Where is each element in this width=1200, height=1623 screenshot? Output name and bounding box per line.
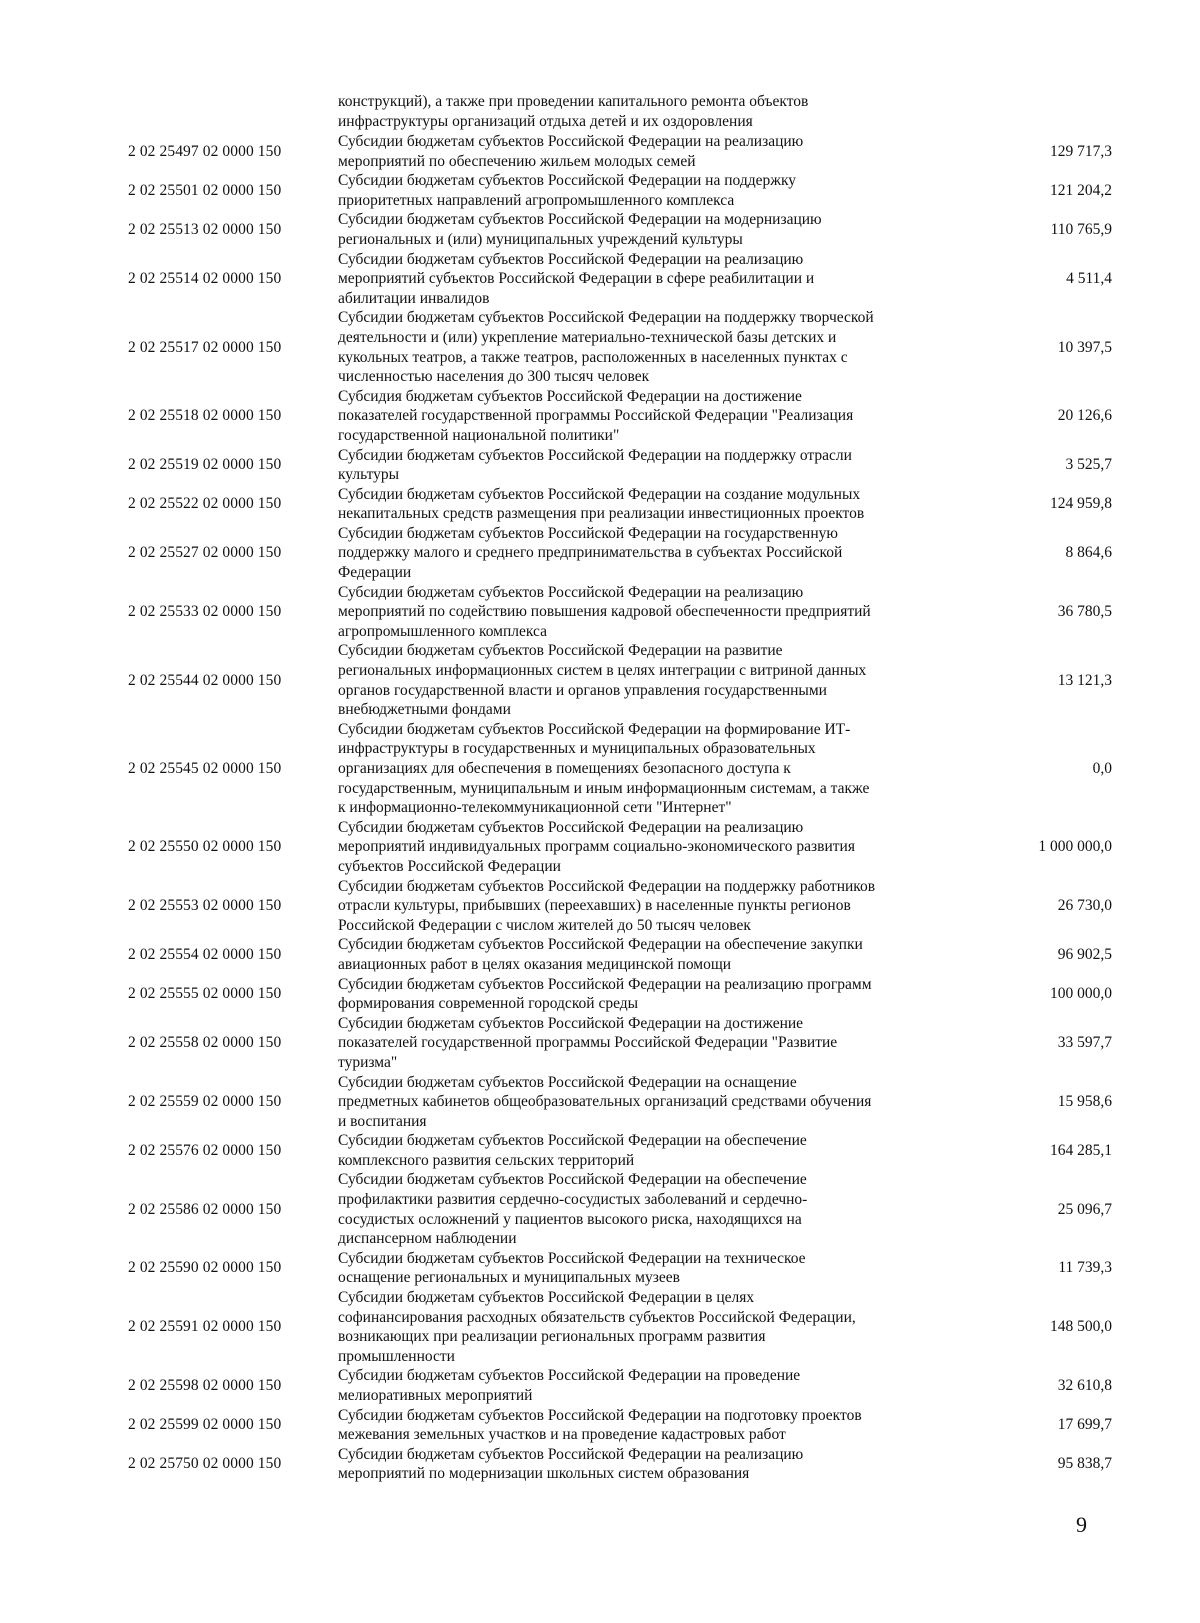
budget-code: 2 02 25545 02 0000 150	[128, 759, 282, 777]
table-row	[0, 1366, 1200, 1405]
description-line: мероприятий по содействию повышения кадровой обеспеченности предприятий	[338, 603, 871, 621]
description-line: Субсидии бюджетам субъектов Российской Федерации на реализацию программ	[338, 975, 872, 993]
revenue-description	[338, 308, 938, 386]
description-line: кукольных театров, а также театров, расположенных в населенных пунктах с	[338, 348, 848, 366]
table-row	[0, 132, 1200, 171]
description-line: и воспитания	[338, 1112, 427, 1130]
amount-value: 95 838,7	[1057, 1455, 1112, 1473]
description-line: возникающих при реализации региональных программ развития	[338, 1328, 766, 1346]
budget-table	[0, 132, 1200, 1484]
description-line: показателей государственной программы Российской Федерации "Развитие	[338, 1034, 838, 1052]
description-line: государственным, муниципальным и иным информационным системам, а также	[338, 779, 870, 797]
budget-code: 2 02 25519 02 0000 150	[128, 456, 282, 474]
amount-value: 164 285,1	[1050, 1141, 1112, 1159]
description-line: Субсидии бюджетам субъектов Российской Федерации на обеспечение	[338, 1132, 807, 1150]
table-row	[0, 975, 1200, 1014]
description-line: региональных и (или) муниципальных учреждений культуры	[338, 230, 743, 248]
revenue-description	[338, 583, 938, 642]
revenue-description	[338, 1249, 938, 1288]
table-row	[0, 583, 1200, 642]
description-line: мелиоративных мероприятий	[338, 1387, 533, 1404]
revenue-description	[338, 1445, 938, 1484]
budget-code: 2 02 25591 02 0000 150	[128, 1318, 282, 1336]
description-line: отрасли культуры, прибывших (переехавших) в населенные пункты регионов	[338, 897, 851, 915]
amount-value: 15 958,6	[1057, 1092, 1112, 1110]
description-line: поддержку малого и среднего предпринимательства в субъектах Российской	[338, 544, 843, 562]
description-line: организациях для обеспечения в помещениях безопасного доступа к	[338, 760, 791, 777]
table-row	[0, 818, 1200, 877]
revenue-description	[338, 877, 938, 936]
description-line: Субсидии бюджетам субъектов Российской Федерации на обеспечение закупки	[338, 936, 863, 954]
table-row	[0, 308, 1200, 386]
amount-value: 26 730,0	[1057, 896, 1112, 914]
description-line: Субсидии бюджетам субъектов Российской Федерации в целях	[338, 1289, 755, 1307]
revenue-description	[338, 1366, 938, 1405]
amount-value: 32 610,8	[1057, 1377, 1112, 1394]
amount-value: 3 525,7	[1065, 456, 1112, 474]
description-line: Субсидии бюджетам субъектов Российской Федерации на достижение	[338, 1014, 804, 1032]
description-line: Субсидии бюджетам субъектов Российской Федерации на реализацию	[338, 583, 804, 601]
budget-code: 2 02 25555 02 0000 150	[128, 985, 282, 1003]
revenue-description	[338, 720, 938, 818]
description-line: Субсидии бюджетам субъектов Российской Федерации на поддержку отрасли	[338, 446, 852, 464]
table-row	[0, 720, 1200, 818]
budget-code: 2 02 25533 02 0000 150	[128, 603, 282, 621]
description-line: региональных информационных систем в целях интеграции с витриной данных	[338, 662, 867, 680]
description-line: предметных кабинетов общеобразовательных организаций средствами обучения	[338, 1093, 872, 1111]
budget-code: 2 02 25517 02 0000 150	[128, 338, 282, 356]
budget-code: 2 02 25554 02 0000 150	[128, 945, 282, 963]
revenue-description	[338, 1288, 938, 1366]
description-line: культуры	[338, 466, 400, 484]
revenue-description	[338, 446, 938, 485]
budget-code: 2 02 25576 02 0000 150	[128, 1141, 282, 1159]
revenue-description	[338, 387, 938, 446]
table-row	[0, 641, 1200, 719]
revenue-description	[338, 210, 938, 249]
budget-code: 2 02 25599 02 0000 150	[128, 1416, 282, 1434]
table-row	[0, 1073, 1200, 1132]
description-line: инфраструктуры в государственных и муниципальных образовательных	[338, 740, 816, 758]
description-line: мероприятий по обеспечению жильем молодых семей	[338, 152, 696, 170]
table-row	[0, 1288, 1200, 1366]
revenue-description	[338, 485, 938, 524]
table-row	[0, 1131, 1200, 1170]
table-row	[0, 524, 1200, 583]
table-row	[0, 387, 1200, 446]
description-line: Субсидии бюджетам субъектов Российской Федерации на подготовку проектов	[338, 1406, 862, 1424]
description-line: софинансирования расходных обязательств субъектов Российской Федерации,	[338, 1308, 856, 1326]
revenue-description	[338, 1131, 938, 1170]
description-line: численностью населения до 300 тысяч человек	[338, 368, 650, 386]
description-line: к информационно-телекоммуникационной сети "Интернет"	[338, 799, 732, 817]
budget-code: 2 02 25522 02 0000 150	[128, 495, 282, 513]
amount-value: 96 902,5	[1057, 945, 1112, 963]
amount-value: 129 717,3	[1050, 142, 1112, 160]
table-row	[0, 1014, 1200, 1073]
continued-line: конструкций), а также при проведении капитального ремонта объектов	[338, 93, 809, 110]
revenue-description	[338, 818, 938, 877]
revenue-description	[338, 975, 938, 1014]
amount-value: 148 500,0	[1050, 1318, 1112, 1336]
amount-value: 11 739,3	[1058, 1259, 1112, 1277]
description-line: агропромышленного комплекса	[338, 622, 547, 640]
amount-value: 13 121,3	[1057, 671, 1112, 689]
budget-code: 2 02 25513 02 0000 150	[128, 220, 282, 238]
description-line: Субсидии бюджетам субъектов Российской Федерации на поддержку творческой	[338, 309, 874, 327]
description-line: мероприятий индивидуальных программ социально-экономического развития	[338, 838, 855, 856]
description-line: оснащение региональных и муниципальных музеев	[338, 1269, 680, 1287]
budget-code: 2 02 25750 02 0000 150	[128, 1455, 282, 1473]
description-line: комплексного развития сельских территорий	[338, 1151, 635, 1169]
revenue-description	[338, 132, 938, 171]
amount-value: 121 204,2	[1050, 181, 1112, 199]
amount-value: 20 126,6	[1057, 407, 1112, 425]
description-line: государственной национальной политики"	[338, 426, 620, 444]
table-row	[0, 1406, 1200, 1445]
table-row	[0, 446, 1200, 485]
table-row	[0, 210, 1200, 249]
description-line: Субсидии бюджетам субъектов Российской Федерации на развитие	[338, 642, 783, 660]
revenue-description	[338, 1073, 938, 1132]
description-line: Субсидии бюджетам субъектов Российской Федерации на реализацию	[338, 250, 804, 268]
continued-description	[338, 92, 938, 131]
description-line: Субсидии бюджетам субъектов Российской Федерации на реализацию	[338, 1445, 804, 1463]
description-line: авиационных работ в целях оказания медицинской помощи	[338, 955, 732, 973]
amount-value: 25 096,7	[1057, 1200, 1112, 1218]
description-line: мероприятий субъектов Российской Федерации в сфере реабилитации и	[338, 270, 815, 288]
description-line: Субсидии бюджетам субъектов Российской Федерации на поддержку	[338, 172, 796, 190]
description-line: Субсидии бюджетам субъектов Российской Федерации на оснащение	[338, 1073, 797, 1091]
revenue-description	[338, 1014, 938, 1073]
description-line: Субсидии бюджетам субъектов Российской Федерации на формирование ИТ-	[338, 720, 851, 738]
amount-value: 110 765,9	[1050, 220, 1112, 238]
description-line: Субсидии бюджетам субъектов Российской Федерации на техническое	[338, 1249, 806, 1267]
revenue-description	[338, 641, 938, 719]
page-number: 9	[1076, 1512, 1087, 1537]
amount-value: 0,0	[1092, 759, 1112, 777]
table-row	[0, 1170, 1200, 1248]
table-row	[0, 877, 1200, 936]
description-line: внебюджетными фондами	[338, 701, 511, 719]
table-row	[0, 1249, 1200, 1288]
budget-code: 2 02 25590 02 0000 150	[128, 1259, 282, 1277]
description-line: диспансерном наблюдении	[338, 1230, 517, 1248]
description-line: Субсидии бюджетам субъектов Российской Федерации на модернизацию	[338, 211, 822, 229]
budget-code: 2 02 25550 02 0000 150	[128, 838, 282, 856]
description-line: промышленности	[338, 1347, 455, 1365]
amount-value: 33 597,7	[1057, 1034, 1112, 1052]
description-line: Субсидии бюджетам субъектов Российской Федерации на государственную	[338, 524, 838, 542]
amount-value: 100 000,0	[1050, 985, 1112, 1003]
description-line: Субсидии бюджетам субъектов Российской Федерации на проведение	[338, 1367, 801, 1385]
description-line: мероприятий по модернизации школьных систем образования	[338, 1465, 750, 1483]
amount-value: 36 780,5	[1057, 603, 1112, 621]
budget-code: 2 02 25544 02 0000 150	[128, 671, 282, 689]
budget-code: 2 02 25497 02 0000 150	[128, 142, 282, 160]
description-line: профилактики развития сердечно-сосудистых заболеваний и сердечно-	[338, 1191, 808, 1209]
description-line: абилитации инвалидов	[338, 289, 490, 307]
budget-code: 2 02 25598 02 0000 150	[128, 1377, 282, 1394]
table-row	[0, 485, 1200, 524]
continued-line: инфраструктуры организаций отдыха детей и их оздоровления	[338, 112, 753, 130]
budget-code: 2 02 25518 02 0000 150	[128, 407, 282, 425]
budget-code: 2 02 25558 02 0000 150	[128, 1034, 282, 1052]
description-line: Субсидии бюджетам субъектов Российской Федерации на обеспечение	[338, 1171, 807, 1189]
description-line: сосудистых осложнений у пациентов высокого риска, находящихся на	[338, 1210, 802, 1228]
description-line: приоритетных направлений агропромышленного комплекса	[338, 191, 735, 209]
budget-code: 2 02 25553 02 0000 150	[128, 896, 282, 914]
description-line: Субсидии бюджетам субъектов Российской Федерации на поддержку работников	[338, 877, 876, 895]
amount-value: 10 397,5	[1057, 338, 1112, 356]
description-line: формирования современной городской среды	[338, 995, 639, 1013]
description-line: некапитальных средств размещения при реализации инвестиционных проектов	[338, 505, 865, 523]
revenue-description	[338, 1170, 938, 1248]
table-row	[0, 935, 1200, 974]
description-line: Российской Федерации с числом жителей до 50 тысяч человек	[338, 916, 751, 934]
description-line: субъектов Российской Федерации	[338, 857, 561, 875]
description-line: Субсидии бюджетам субъектов Российской Федерации на создание модульных	[338, 485, 861, 503]
budget-code: 2 02 25501 02 0000 150	[128, 181, 282, 199]
amount-value: 17 699,7	[1057, 1416, 1112, 1434]
description-line: Федерации	[338, 564, 412, 582]
amount-value: 124 959,8	[1050, 495, 1112, 513]
description-line: Субсидия бюджетам субъектов Российской Федерации на достижение	[338, 387, 802, 405]
revenue-description	[338, 935, 938, 974]
budget-code: 2 02 25527 02 0000 150	[128, 544, 282, 562]
revenue-description	[338, 524, 938, 583]
amount-value: 1 000 000,0	[1038, 838, 1112, 856]
revenue-description	[338, 171, 938, 210]
description-line: органов государственной власти и органов управления государственными	[338, 681, 827, 699]
amount-value: 4 511,4	[1066, 269, 1112, 287]
budget-code: 2 02 25514 02 0000 150	[128, 269, 282, 287]
budget-code: 2 02 25559 02 0000 150	[128, 1092, 282, 1110]
table-row	[0, 171, 1200, 210]
amount-value: 8 864,6	[1065, 544, 1112, 562]
description-line: Субсидии бюджетам субъектов Российской Федерации на реализацию	[338, 133, 804, 150]
budget-code: 2 02 25586 02 0000 150	[128, 1200, 282, 1218]
revenue-description	[338, 250, 938, 309]
table-row	[0, 250, 1200, 309]
description-line: показателей государственной программы Российской Федерации "Реализация	[338, 407, 854, 425]
description-line: межевания земельных участков и на проведение кадастровых работ	[338, 1426, 786, 1444]
revenue-description	[338, 1406, 938, 1445]
description-line: деятельности и (или) укрепление материально-технической базы детских и	[338, 328, 837, 346]
table-row	[0, 1445, 1200, 1484]
description-line: туризма"	[338, 1053, 398, 1071]
description-line: Субсидии бюджетам субъектов Российской Федерации на реализацию	[338, 818, 804, 836]
